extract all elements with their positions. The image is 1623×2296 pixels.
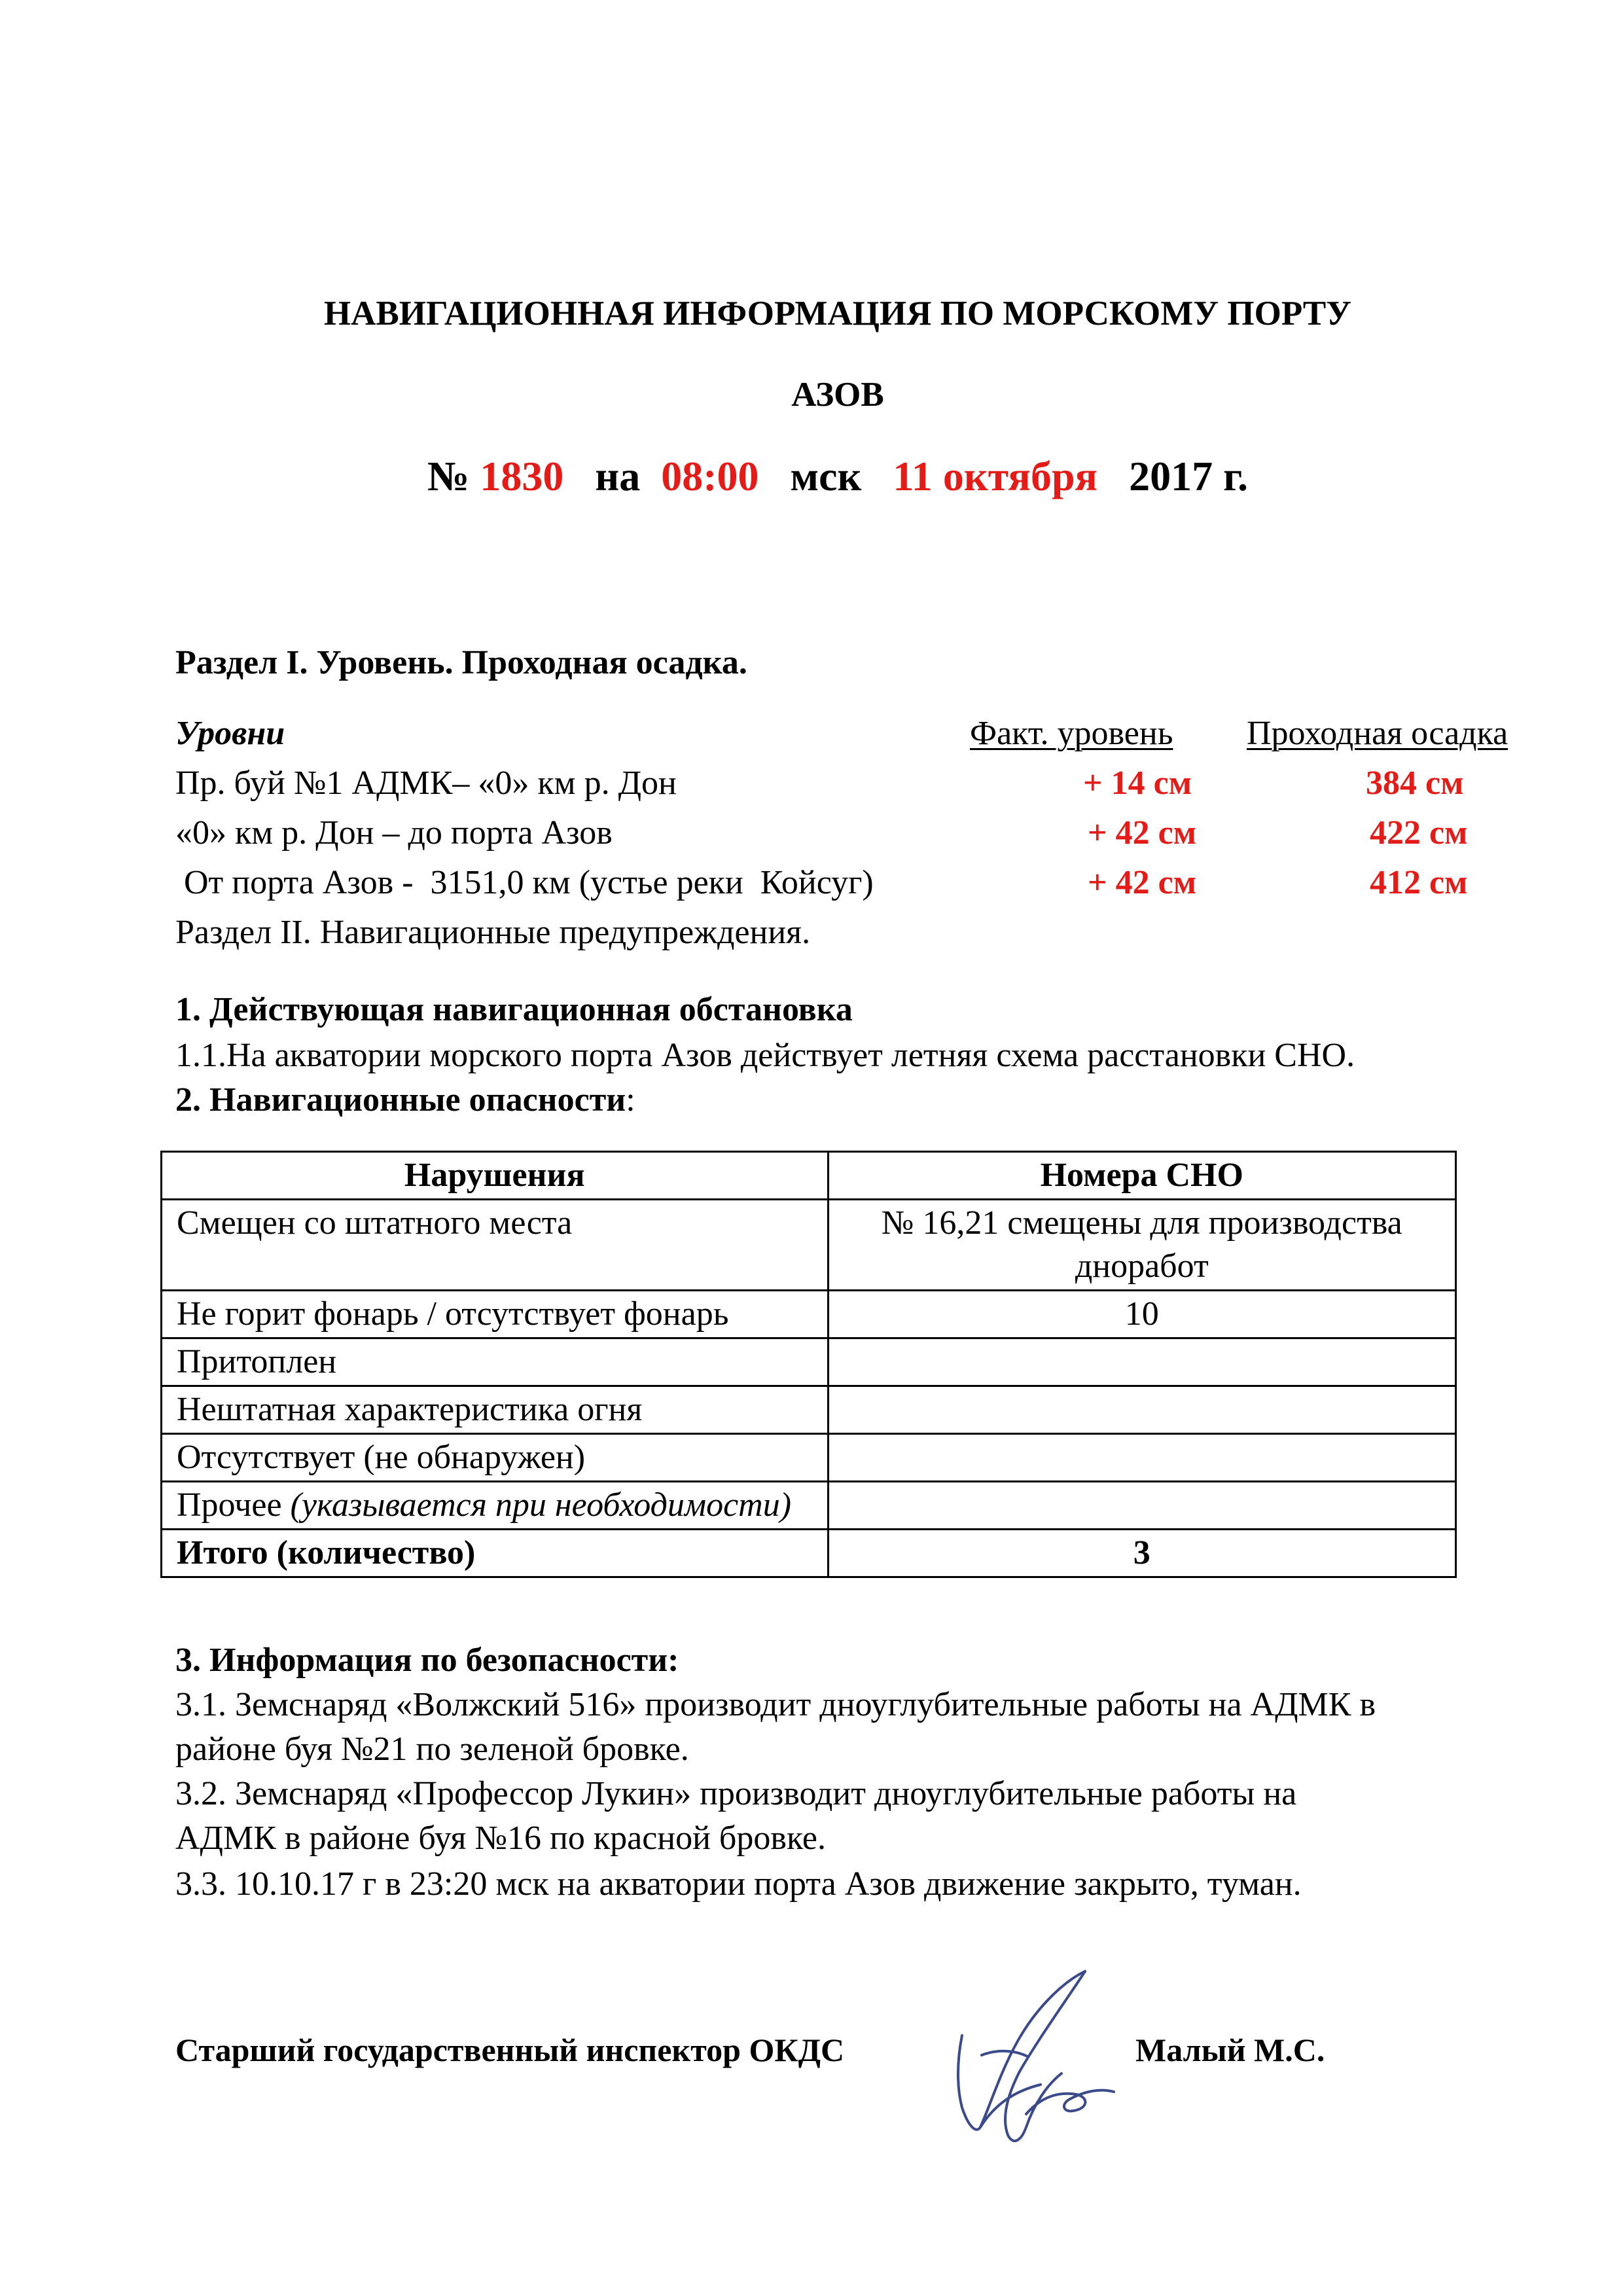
item1-text: 1.1.На акватории морского порта Азов действует летняя схема расстановки СНО.	[175, 1037, 1355, 1074]
other-note: (указывается при необходимости)	[290, 1486, 792, 1524]
bulletin-number: 1830	[480, 453, 564, 499]
safety-item-1-line1: 3.1. Земснаряд «Волжский 516» производит дноуглубительные работы на АДМК в	[175, 1686, 1376, 1723]
levels-row-name: От порта Азов - 3151,0 км (устье реки Койсуг)	[175, 864, 874, 901]
levels-row-name: Пр. буй №1 АДМК– «0» км р. Дон	[175, 764, 677, 802]
port-name: АЗОВ	[791, 376, 884, 414]
bulletin-time: 08:00	[661, 453, 759, 499]
hazards-table	[160, 1151, 1457, 1578]
total-label: Итого (количество)	[162, 1530, 829, 1577]
bulletin-date: 11 октября	[893, 453, 1098, 499]
bulletin-year: 2017 г.	[1129, 453, 1248, 499]
section2-heading: Раздел II. Навигационные предупреждения.	[175, 914, 811, 951]
sno-numbers-cell	[828, 1386, 1456, 1434]
table-row	[162, 1482, 1456, 1530]
sno-numbers-cell	[828, 1338, 1456, 1386]
sno-numbers-cell: 10	[828, 1291, 1456, 1338]
table-row	[162, 1434, 1456, 1482]
sno-numbers-cell: № 16,21 смещены для производства днoработ	[828, 1200, 1456, 1291]
table-row	[162, 1338, 1456, 1386]
levels-row-fact: + 42 см	[1088, 864, 1197, 901]
tz-label: мск	[790, 453, 862, 499]
violation-cell: Притоплен	[162, 1338, 829, 1386]
safety-item-1-line2: районе буя №21 по зеленой бровке.	[175, 1731, 689, 1768]
number-prefix: №	[427, 453, 470, 499]
violations-column-header: Нарушения	[162, 1152, 829, 1200]
safety-item-2-line1: 3.2. Земснаряд «Профессор Лукин» производит дноуглубительные работы на	[175, 1775, 1297, 1812]
sno-numbers-column-header: Номера СНО	[828, 1152, 1456, 1200]
table-header-row	[162, 1152, 1456, 1200]
violation-cell: Отсутствует (не обнаружен)	[162, 1434, 829, 1482]
section3-heading: 3. Информация по безопасности:	[175, 1641, 679, 1679]
levels-row-fact: + 14 см	[1083, 764, 1192, 802]
levels-column-header: Уровни	[175, 715, 285, 752]
table-total-row	[162, 1530, 1456, 1577]
item1-heading: 1. Действующая навигационная обстановка	[175, 991, 853, 1028]
table-row	[162, 1291, 1456, 1338]
table-row	[162, 1386, 1456, 1434]
bulletin-number-line	[0, 452, 1623, 502]
draft-column-header: Проходная осадка	[1247, 715, 1508, 752]
document-title: НАВИГАЦИОННАЯ ИНФОРМАЦИЯ ПО МОРСКОМУ ПОРТУ	[323, 295, 1352, 332]
signatory-name: Малый М.С.	[1135, 2032, 1325, 2068]
levels-row-draft: 422 см	[1370, 814, 1468, 852]
on-label: на	[595, 453, 641, 499]
violation-cell: Не горит фонарь / отсутствует фонарь	[162, 1291, 829, 1338]
safety-item-2-line2: АДМК в районе буя №16 по красной бровке.	[175, 1820, 826, 1857]
levels-row-draft: 384 см	[1366, 764, 1464, 802]
item2-heading: 2. Навигационные опасности	[175, 1081, 626, 1119]
total-value: 3	[828, 1530, 1456, 1577]
levels-row-draft: 412 см	[1370, 864, 1468, 901]
fact-level-column-header: Факт. уровень	[970, 715, 1173, 752]
levels-row-fact: + 42 см	[1088, 814, 1197, 852]
sno-numbers-cell	[828, 1482, 1456, 1530]
violation-cell: Нештатная характеристика огня	[162, 1386, 829, 1434]
handwritten-signature-icon	[942, 1964, 1139, 2153]
violation-cell	[162, 1482, 829, 1530]
sno-numbers-cell	[828, 1434, 1456, 1482]
signatory-position: Старший государственный инспектор ОКДС	[175, 2032, 845, 2068]
item2-heading-line: 2. Навигационные опасности:	[175, 1081, 635, 1119]
other-label: Прочее	[177, 1486, 282, 1524]
levels-row-name: «0» км р. Дон – до порта Азов	[175, 814, 613, 852]
section1-heading: Раздел I. Уровень. Проходная осадка.	[175, 644, 747, 681]
table-row	[162, 1200, 1456, 1291]
safety-item-3: 3.3. 10.10.17 г в 23:20 мск на акватории порта Азов движение закрыто, туман.	[175, 1865, 1302, 1903]
violation-cell: Смещен со штатного места	[162, 1200, 829, 1291]
